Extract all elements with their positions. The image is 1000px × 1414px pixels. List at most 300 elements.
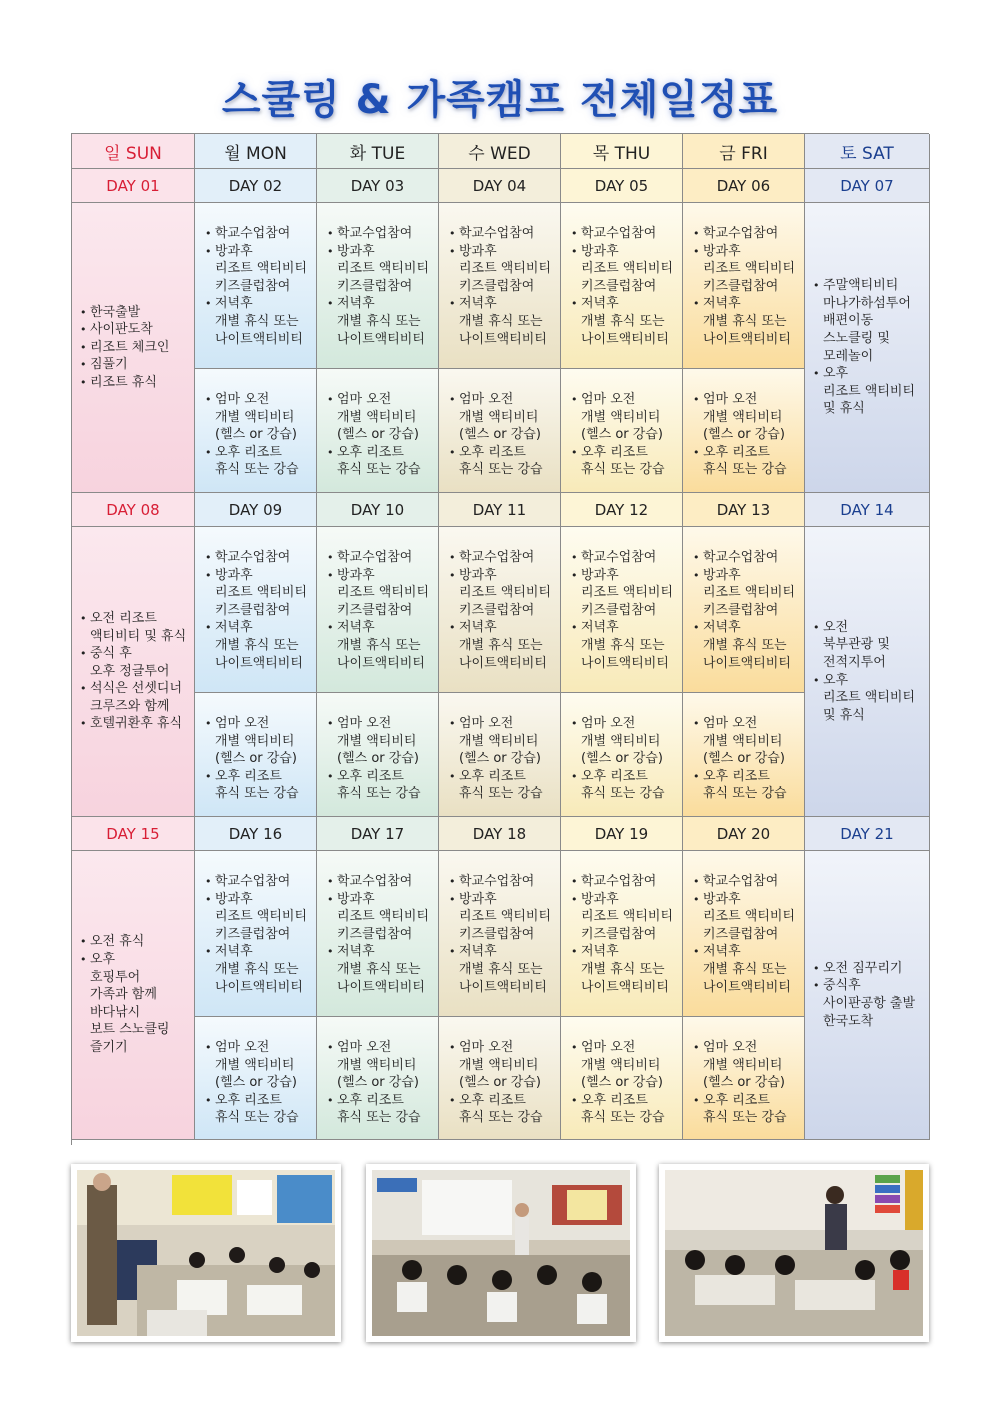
kids-activity-list-item: 개별 휴식 또는 [459, 313, 543, 329]
tuesday-mom-schedule [317, 693, 439, 817]
day-number-monday: DAY 16 [195, 817, 317, 851]
thursday-mom-schedule [561, 693, 683, 817]
kids-activity-list-item: 개별 휴식 또는 [337, 637, 421, 653]
kids-activity-list [449, 225, 560, 348]
kids-activity-list-item: 키즈클럽참여 [703, 602, 779, 618]
sunday-schedule [72, 851, 195, 1140]
mom-activity-list-item: • 엄마 오전 [571, 391, 682, 409]
kids-activity-list-item: 나이트액티비티 [459, 655, 547, 671]
mom-activity-list-item: • 오후 리조트 [205, 1092, 316, 1110]
kids-activity-list-item: • 저녁후 [693, 943, 804, 961]
kids-activity-list-item: • 저녁후 [693, 619, 804, 637]
kids-activity-list-item: 리조트 액티비티 [215, 909, 308, 925]
kids-activity-list [449, 873, 560, 996]
mom-activity-list-item: (헬스 or 강습) [581, 427, 663, 443]
day-number-thursday: DAY 05 [561, 169, 683, 203]
kids-activity-list-item: 키즈클럽참여 [703, 926, 779, 942]
mom-activity-list-item: (헬스 or 강습) [459, 427, 541, 443]
kids-activity-list-item: • 방과후 [693, 567, 804, 585]
kids-activity-list-item: 나이트액티비티 [581, 331, 669, 347]
day-number-friday: DAY 06 [683, 169, 805, 203]
kids-activity-list-item: 리조트 액티비티 [337, 585, 430, 601]
mom-activity-list-item: • 오후 리조트 [571, 444, 682, 462]
kids-activity-list-item: 키즈클럽참여 [703, 278, 779, 294]
thursday-mom-schedule [561, 1017, 683, 1140]
mom-activity-list-item: 개별 액티비티 [459, 1057, 539, 1073]
kids-activity-list-item: 키즈클럽참여 [581, 602, 657, 618]
header-monday: 월 MON [195, 134, 317, 169]
mom-activity-list-item: 개별 액티비티 [337, 1057, 417, 1073]
kids-activity-list [571, 873, 682, 996]
sunday-activity-list [80, 304, 169, 392]
kids-activity-list-item: 키즈클럽참여 [581, 926, 657, 942]
mom-activity-list-item: 개별 액티비티 [581, 1057, 661, 1073]
mom-activity-list-item: • 엄마 오전 [327, 1039, 438, 1057]
classroom-photo-3-image [665, 1170, 923, 1336]
kids-activity-list-item: • 저녁후 [205, 943, 316, 961]
mom-activity-list-item: (헬스 or 강습) [459, 751, 541, 767]
kids-activity-list-item: 키즈클럽참여 [581, 278, 657, 294]
kids-activity-list-item: 개별 휴식 또는 [703, 637, 787, 653]
kids-activity-list-item: • 저녁후 [327, 619, 438, 637]
kids-activity-list-item: • 학교수업참여 [693, 873, 804, 891]
kids-activity-list-item: • 저녁후 [449, 295, 560, 313]
kids-activity-list-item: 나이트액티비티 [703, 979, 791, 995]
kids-activity-list-item: 리조트 액티비티 [215, 585, 308, 601]
mom-activity-list-item: • 오후 리조트 [327, 768, 438, 786]
saturday-activity-list-item: 및 휴식 [823, 707, 865, 723]
kids-activity-list-item: 키즈클럽참여 [337, 602, 413, 618]
day-number-monday: DAY 09 [195, 493, 317, 527]
mom-activity-list-item: (헬스 or 강습) [337, 427, 419, 443]
mom-activity-list-item: 개별 액티비티 [459, 733, 539, 749]
kids-activity-list-item: • 학교수업참여 [449, 549, 560, 567]
mom-activity-list [205, 391, 316, 479]
mom-activity-list-item: • 오후 리조트 [693, 768, 804, 786]
classroom-photo-3 [659, 1164, 929, 1342]
kids-activity-list-item: • 방과후 [571, 243, 682, 261]
mom-activity-list-item: 휴식 또는 강습 [581, 786, 665, 802]
kids-activity-list-item: 나이트액티비티 [581, 979, 669, 995]
sunday-activity-list [80, 610, 186, 733]
sunday-activity-list-item: 바다낚시 [90, 1004, 141, 1020]
mom-activity-list-item: (헬스 or 강습) [703, 751, 785, 767]
classroom-photo-1-image [77, 1170, 335, 1336]
mom-activity-list-item: 개별 액티비티 [215, 409, 295, 425]
mom-activity-list-item: • 오후 리조트 [571, 768, 682, 786]
mom-activity-list-item: 휴식 또는 강습 [337, 786, 421, 802]
kids-activity-list [571, 225, 682, 348]
kids-activity-list-item: 나이트액티비티 [215, 655, 303, 671]
day-number-tuesday: DAY 03 [317, 169, 439, 203]
kids-activity-list-item: • 학교수업참여 [571, 873, 682, 891]
mom-activity-list-item: • 엄마 오전 [693, 1039, 804, 1057]
mom-activity-list [449, 715, 560, 803]
saturday-activity-list-item: • 오후 [813, 365, 915, 383]
saturday-schedule [805, 851, 930, 1140]
header-sunday: 일 SUN [72, 134, 195, 169]
kids-activity-list [693, 225, 804, 348]
mom-activity-list-item: • 오후 리조트 [693, 444, 804, 462]
kids-activity-list-item: • 저녁후 [205, 619, 316, 637]
sunday-activity-list-item: • 오후 [80, 951, 169, 969]
mom-activity-list-item: • 오후 리조트 [449, 444, 560, 462]
mom-activity-list-item: • 오후 리조트 [571, 1092, 682, 1110]
mom-activity-list-item: • 오후 리조트 [449, 768, 560, 786]
mom-activity-list-item: 개별 액티비티 [703, 409, 783, 425]
mom-activity-list-item: • 엄마 오전 [327, 391, 438, 409]
wednesday-mom-schedule [439, 1017, 561, 1140]
saturday-activity-list-item: 사이판공항 출발 [823, 996, 916, 1011]
kids-activity-list-item: 개별 휴식 또는 [581, 313, 665, 329]
mom-activity-list-item: 개별 액티비티 [703, 1057, 783, 1073]
mom-activity-list-item: 개별 액티비티 [337, 733, 417, 749]
mom-activity-list-item: • 오후 리조트 [449, 1092, 560, 1110]
mom-activity-list [449, 1039, 560, 1127]
kids-activity-list-item: • 학교수업참여 [571, 549, 682, 567]
header-thursday: 목 THU [561, 134, 683, 169]
mom-activity-list-item: • 엄마 오전 [327, 715, 438, 733]
kids-activity-list-item: 개별 휴식 또는 [703, 313, 787, 329]
mom-activity-list-item: (헬스 or 강습) [215, 427, 297, 443]
mom-activity-list-item: 개별 액티비티 [337, 409, 417, 425]
kids-activity-list [693, 549, 804, 672]
sunday-schedule [72, 203, 195, 493]
kids-activity-list-item: • 학교수업참여 [693, 225, 804, 243]
mom-activity-list-item: 개별 액티비티 [459, 409, 539, 425]
kids-activity-list-item: • 저녁후 [327, 943, 438, 961]
mom-activity-list-item: • 엄마 오전 [693, 715, 804, 733]
kids-activity-list-item: • 학교수업참여 [327, 549, 438, 567]
wednesday-kids-schedule [439, 851, 561, 1017]
kids-activity-list-item: • 방과후 [205, 243, 316, 261]
kids-activity-list [327, 549, 438, 672]
mom-activity-list [571, 391, 682, 479]
sunday-schedule [72, 527, 195, 817]
mom-activity-list-item: • 엄마 오전 [205, 1039, 316, 1057]
sunday-activity-list-item: 액티비티 및 휴식 [90, 628, 187, 644]
kids-activity-list-item: 리조트 액티비티 [459, 585, 552, 601]
mom-activity-list [205, 715, 316, 803]
mom-activity-list-item: (헬스 or 강습) [337, 751, 419, 767]
tuesday-kids-schedule [317, 203, 439, 369]
kids-activity-list [571, 549, 682, 672]
monday-kids-schedule [195, 203, 317, 369]
kids-activity-list-item: • 학교수업참여 [205, 549, 316, 567]
sunday-activity-list-item: • 오전 리조트 [80, 610, 186, 628]
mom-activity-list-item: 휴식 또는 강습 [581, 462, 665, 478]
kids-activity-list-item: 리조트 액티비티 [459, 909, 552, 925]
kids-activity-list-item: 리조트 액티비티 [459, 261, 552, 277]
kids-activity-list-item: • 방과후 [693, 243, 804, 261]
kids-activity-list-item: 키즈클럽참여 [459, 278, 535, 294]
kids-activity-list-item: 개별 휴식 또는 [215, 961, 299, 977]
mom-activity-list-item: • 엄마 오전 [571, 715, 682, 733]
kids-activity-list-item: 리조트 액티비티 [703, 585, 796, 601]
mom-activity-list-item: (헬스 or 강습) [459, 1075, 541, 1091]
saturday-activity-list-item: • 주말액티비티 [813, 277, 915, 295]
classroom-photo-2 [366, 1164, 636, 1342]
kids-activity-list [205, 549, 316, 672]
classroom-photo-1 [71, 1164, 341, 1342]
saturday-schedule [805, 527, 930, 817]
kids-activity-list-item: • 방과후 [449, 243, 560, 261]
kids-activity-list-item: 개별 휴식 또는 [581, 637, 665, 653]
mom-activity-list-item: (헬스 or 강습) [215, 1075, 297, 1091]
mom-activity-list-item: 휴식 또는 강습 [459, 462, 543, 478]
mom-activity-list-item: (헬스 or 강습) [581, 1075, 663, 1091]
sunday-activity-list-item: 호핑투어 [90, 969, 141, 985]
mom-activity-list [693, 715, 804, 803]
saturday-activity-list-item: 리조트 액티비티 [823, 383, 916, 399]
kids-activity-list [205, 873, 316, 996]
day-number-wednesday: DAY 04 [439, 169, 561, 203]
day-number-saturday: DAY 14 [805, 493, 930, 527]
day-number-sunday: DAY 15 [72, 817, 195, 851]
wednesday-mom-schedule [439, 369, 561, 493]
tuesday-kids-schedule [317, 851, 439, 1017]
kids-activity-list-item: • 방과후 [571, 567, 682, 585]
mom-activity-list-item: (헬스 or 강습) [337, 1075, 419, 1091]
kids-activity-list-item: • 학교수업참여 [205, 225, 316, 243]
mom-activity-list-item: 휴식 또는 강습 [459, 786, 543, 802]
day-number-wednesday: DAY 18 [439, 817, 561, 851]
mom-activity-list-item: 개별 액티비티 [215, 1057, 295, 1073]
day-number-sunday: DAY 08 [72, 493, 195, 527]
day-number-tuesday: DAY 10 [317, 493, 439, 527]
kids-activity-list-item: 키즈클럽참여 [459, 926, 535, 942]
day-number-friday: DAY 13 [683, 493, 805, 527]
mom-activity-list [449, 391, 560, 479]
mom-activity-list-item: • 엄마 오전 [693, 391, 804, 409]
kids-activity-list-item: • 방과후 [205, 891, 316, 909]
kids-activity-list-item: 개별 휴식 또는 [215, 313, 299, 329]
sunday-activity-list-item: • 중식 후 [80, 645, 186, 663]
mom-activity-list [571, 715, 682, 803]
kids-activity-list-item: • 학교수업참여 [571, 225, 682, 243]
monday-mom-schedule [195, 369, 317, 493]
day-number-wednesday: DAY 11 [439, 493, 561, 527]
mom-activity-list-item: 휴식 또는 강습 [215, 1110, 299, 1126]
kids-activity-list-item: 리조트 액티비티 [337, 261, 430, 277]
day-number-thursday: DAY 12 [561, 493, 683, 527]
saturday-activity-list-item: 전적지투어 [823, 654, 886, 670]
kids-activity-list-item: • 저녁후 [571, 295, 682, 313]
sunday-activity-list-item: • 리조트 체크인 [80, 339, 169, 357]
day-number-tuesday: DAY 17 [317, 817, 439, 851]
mom-activity-list-item: 휴식 또는 강습 [337, 1110, 421, 1126]
kids-activity-list-item: 리조트 액티비티 [581, 585, 674, 601]
kids-activity-list [205, 225, 316, 348]
saturday-activity-list-item: 마나가하섬투어 [823, 295, 911, 311]
kids-activity-list-item: 키즈클럽참여 [215, 926, 291, 942]
mom-activity-list-item: 휴식 또는 강습 [703, 786, 787, 802]
kids-activity-list-item: 개별 휴식 또는 [459, 637, 543, 653]
kids-activity-list-item: • 저녁후 [571, 943, 682, 961]
sunday-activity-list-item: • 한국출발 [80, 304, 169, 322]
thursday-kids-schedule [561, 851, 683, 1017]
monday-mom-schedule [195, 693, 317, 817]
kids-activity-list-item: • 방과후 [693, 891, 804, 909]
saturday-activity-list-item: 리조트 액티비티 [823, 690, 916, 706]
kids-activity-list-item: • 방과후 [571, 891, 682, 909]
kids-activity-list-item: • 학교수업참여 [449, 873, 560, 891]
tuesday-mom-schedule [317, 369, 439, 493]
saturday-activity-list-item: 배편이동 [823, 313, 874, 329]
kids-activity-list-item: • 저녁후 [327, 295, 438, 313]
sunday-activity-list-item: 즐기기 [90, 1039, 128, 1055]
saturday-activity-list-item: • 오전 짐꾸리기 [813, 960, 915, 978]
kids-activity-list-item: 리조트 액티비티 [703, 261, 796, 277]
kids-activity-list-item: • 방과후 [327, 243, 438, 261]
mom-activity-list-item: • 엄마 오전 [449, 391, 560, 409]
kids-activity-list [693, 873, 804, 996]
friday-mom-schedule [683, 369, 805, 493]
mom-activity-list [327, 1039, 438, 1127]
kids-activity-list-item: • 방과후 [449, 891, 560, 909]
sunday-activity-list-item: • 리조트 휴식 [80, 374, 169, 392]
sunday-activity-list-item: 보트 스노클링 [90, 1022, 170, 1038]
schedule-table [71, 133, 929, 1145]
mom-activity-list-item: 개별 액티비티 [703, 733, 783, 749]
wednesday-mom-schedule [439, 693, 561, 817]
mom-activity-list-item: (헬스 or 강습) [581, 751, 663, 767]
mom-activity-list-item: (헬스 or 강습) [703, 1075, 785, 1091]
sunday-activity-list-item: • 석식은 선셋디너 [80, 680, 186, 698]
wednesday-kids-schedule [439, 527, 561, 693]
kids-activity-list-item: • 학교수업참여 [449, 225, 560, 243]
kids-activity-list-item: 개별 휴식 또는 [337, 961, 421, 977]
mom-activity-list-item: • 엄마 오전 [449, 1039, 560, 1057]
kids-activity-list-item: • 저녁후 [693, 295, 804, 313]
kids-activity-list [327, 225, 438, 348]
mom-activity-list-item: • 오후 리조트 [327, 444, 438, 462]
mom-activity-list-item: (헬스 or 강습) [703, 427, 785, 443]
mom-activity-list-item: 휴식 또는 강습 [337, 462, 421, 478]
mom-activity-list [327, 715, 438, 803]
kids-activity-list-item: 키즈클럽참여 [215, 602, 291, 618]
tuesday-kids-schedule [317, 527, 439, 693]
thursday-kids-schedule [561, 203, 683, 369]
sunday-activity-list-item: • 짐풀기 [80, 356, 169, 374]
mom-activity-list-item: (헬스 or 강습) [215, 751, 297, 767]
wednesday-kids-schedule [439, 203, 561, 369]
header-wednesday: 수 WED [439, 134, 561, 169]
kids-activity-list-item: 나이트액티비티 [337, 331, 425, 347]
kids-activity-list-item: 리조트 액티비티 [581, 261, 674, 277]
page-title: 스쿨링 & 가족캠프 전체일정표 [221, 77, 779, 123]
mom-activity-list-item: 휴식 또는 강습 [459, 1110, 543, 1126]
kids-activity-list-item: 리조트 액티비티 [703, 909, 796, 925]
monday-mom-schedule [195, 1017, 317, 1140]
mom-activity-list-item: 휴식 또는 강습 [581, 1110, 665, 1126]
kids-activity-list-item: • 학교수업참여 [205, 873, 316, 891]
saturday-activity-list-item: • 중식후 [813, 977, 915, 995]
day-number-friday: DAY 20 [683, 817, 805, 851]
kids-activity-list-item: 키즈클럽참여 [215, 278, 291, 294]
saturday-activity-list [813, 619, 915, 725]
kids-activity-list-item: 나이트액티비티 [459, 979, 547, 995]
saturday-activity-list-item: 한국도착 [823, 1013, 874, 1029]
mom-activity-list [205, 1039, 316, 1127]
kids-activity-list-item: 리조트 액티비티 [337, 909, 430, 925]
mom-activity-list-item: • 오후 리조트 [205, 444, 316, 462]
photo-strip [0, 1164, 1000, 1344]
saturday-activity-list-item: 스노클링 및 [823, 330, 890, 346]
friday-kids-schedule [683, 851, 805, 1017]
day-number-monday: DAY 02 [195, 169, 317, 203]
kids-activity-list-item: • 저녁후 [449, 943, 560, 961]
mom-activity-list-item: 휴식 또는 강습 [703, 1110, 787, 1126]
saturday-activity-list-item: 및 휴식 [823, 401, 865, 417]
mom-activity-list-item: 개별 액티비티 [215, 733, 295, 749]
saturday-activity-list-item: 모레놀이 [823, 348, 874, 364]
friday-kids-schedule [683, 203, 805, 369]
mom-activity-list [571, 1039, 682, 1127]
saturday-activity-list [813, 960, 915, 1030]
kids-activity-list-item: 나이트액티비티 [215, 979, 303, 995]
header-friday: 금 FRI [683, 134, 805, 169]
kids-activity-list-item: 나이트액티비티 [337, 655, 425, 671]
saturday-activity-list [813, 277, 915, 418]
mom-activity-list-item: • 오후 리조트 [205, 768, 316, 786]
kids-activity-list-item: • 방과후 [327, 891, 438, 909]
sunday-activity-list-item: • 호텔귀환후 휴식 [80, 715, 186, 733]
day-number-saturday: DAY 07 [805, 169, 930, 203]
mom-activity-list-item: 개별 액티비티 [581, 409, 661, 425]
kids-activity-list-item: • 방과후 [327, 567, 438, 585]
saturday-activity-list-item: • 오후 [813, 672, 915, 690]
kids-activity-list-item: 개별 휴식 또는 [581, 961, 665, 977]
friday-kids-schedule [683, 527, 805, 693]
tuesday-mom-schedule [317, 1017, 439, 1140]
kids-activity-list-item: • 학교수업참여 [327, 873, 438, 891]
mom-activity-list-item: 휴식 또는 강습 [703, 462, 787, 478]
saturday-activity-list-item: • 오전 [813, 619, 915, 637]
mom-activity-list-item: • 엄마 오전 [205, 715, 316, 733]
thursday-mom-schedule [561, 369, 683, 493]
kids-activity-list-item: 나이트액티비티 [459, 331, 547, 347]
mom-activity-list-item: • 오후 리조트 [693, 1092, 804, 1110]
kids-activity-list-item: • 학교수업참여 [693, 549, 804, 567]
kids-activity-list-item: 나이트액티비티 [703, 655, 791, 671]
kids-activity-list [327, 873, 438, 996]
monday-kids-schedule [195, 851, 317, 1017]
friday-mom-schedule [683, 693, 805, 817]
sunday-activity-list-item: • 오전 휴식 [80, 933, 169, 951]
mom-activity-list-item: • 엄마 오전 [205, 391, 316, 409]
kids-activity-list-item: • 학교수업참여 [327, 225, 438, 243]
kids-activity-list-item: 개별 휴식 또는 [703, 961, 787, 977]
friday-mom-schedule [683, 1017, 805, 1140]
monday-kids-schedule [195, 527, 317, 693]
mom-activity-list-item: 휴식 또는 강습 [215, 462, 299, 478]
kids-activity-list-item: 리조트 액티비티 [581, 909, 674, 925]
kids-activity-list-item: 개별 휴식 또는 [215, 637, 299, 653]
mom-activity-list [327, 391, 438, 479]
sunday-activity-list-item: • 사이판도착 [80, 321, 169, 339]
kids-activity-list-item: • 방과후 [449, 567, 560, 585]
kids-activity-list-item: 키즈클럽참여 [459, 602, 535, 618]
mom-activity-list [693, 1039, 804, 1127]
kids-activity-list-item: 나이트액티비티 [215, 331, 303, 347]
mom-activity-list-item: • 엄마 오전 [571, 1039, 682, 1057]
day-number-thursday: DAY 19 [561, 817, 683, 851]
kids-activity-list-item: • 저녁후 [205, 295, 316, 313]
sunday-activity-list-item: 오후 정글투어 [90, 663, 170, 679]
kids-activity-list-item: 나이트액티비티 [703, 331, 791, 347]
sunday-activity-list-item: 크루즈와 함께 [90, 698, 170, 714]
